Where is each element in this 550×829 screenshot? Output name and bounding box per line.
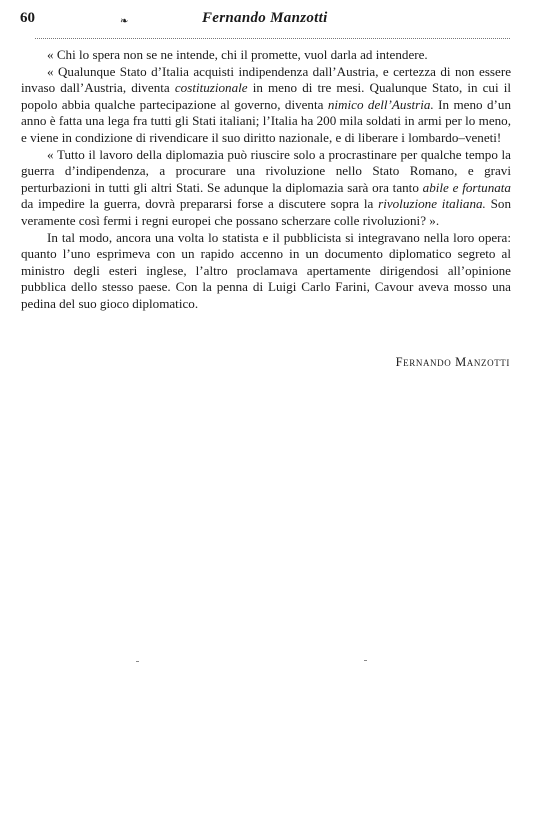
author-signature: Fernando Manzotti	[395, 355, 510, 369]
text-run: « Chi lo spera non se ne intende, chi il promette, vuol darla ad intendere.	[47, 47, 428, 62]
text-run: Son veramente così fermi i regni europei che possano scherzare colle rivoluzioni? ».	[21, 196, 512, 228]
text-run-italic: rivoluzione italiana.	[378, 196, 486, 212]
text-run: In tal modo, ancora una volta lo statista e il pubblicista si integravano nella loro opera: quanto l’uno esprimeva con un rapido accenno in un documento diplomatico segreto al ministro degli esteri inglese, l’altro proclamava apertamente dirigendosi all’opinione pubblica dello stesso paese. Con la penna di Luigi Carlo Farini, Cavour aveva mosso una pedina del suo gioco diplomatico.	[21, 229, 511, 311]
text-run: In meno d’un anno è fatta una lega fra tutti gli Stati italiani; l’Italia ha 200 mila soldati in armi per lo meno, e viene in condizione di rivendicare il suo diritto nazionale, e di liberare i lombardo–veneti!	[21, 96, 511, 145]
paragraph	[21, 47, 511, 64]
text-run-italic: nimico dell’Austria.	[327, 96, 434, 112]
fleuron-icon: ❧	[120, 16, 129, 27]
page-header	[20, 10, 510, 34]
page-number: 60	[20, 10, 35, 26]
header-rule	[35, 38, 510, 39]
body-text	[21, 47, 511, 313]
text-run: da impedire la guerra, dovrà prepararsi forse a discutere sopra la	[21, 196, 379, 212]
paragraph	[21, 147, 511, 230]
print-speck	[364, 660, 367, 661]
print-speck	[136, 661, 139, 662]
text-run-italic: costituzionale	[174, 80, 248, 96]
paragraph	[21, 230, 511, 313]
text-run: in meno di tre mesi. Qualunque Stato, in cui il popolo abbia qualche partecipazione al governo, diventa	[21, 80, 511, 112]
text-run: « Qualunque Stato d’Italia acquisti indipendenza dall’Austria, e certezza di non essere invaso dall’Austria, diventa	[21, 63, 511, 96]
text-run-italic: abile e fortunata	[422, 179, 511, 195]
paragraph	[21, 64, 511, 147]
text-run: « Tutto il lavoro della diplomazia può riuscire solo a procrastinare per qualche tempo la guerra d’indipendenza, a procurare una rivoluzione nello Stato Romano, e gravi perturbazioni in tutti gli altri Stati. Se adunque la diplomazia sarà ora tanto	[21, 146, 511, 195]
running-head: Fernando Manzotti	[202, 10, 328, 26]
